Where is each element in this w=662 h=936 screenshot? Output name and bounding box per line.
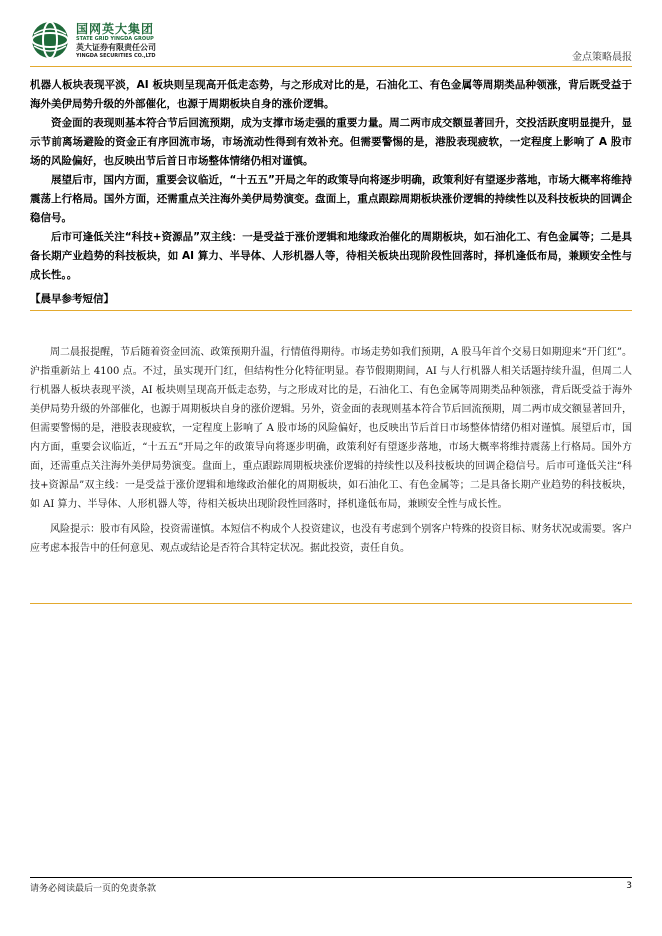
- company-logo-text: [76, 22, 156, 60]
- state-grid-logo-icon: [30, 20, 70, 60]
- risk-warning: 风险提示：股市有风险，投资需谨慎。本短信不构成个人投资建议，也没有考虑到个别客户特殊的投资目标、财务状况或需要。客户应考虑本报告中的任何意见、观点或结论是否符合其特定状况。据此投资，责任自负。: [30, 524, 632, 554]
- footer-disclaimer: 请务必阅读最后一页的免责条款: [30, 884, 157, 894]
- company-name-cn: 国网英大集团: [76, 22, 155, 36]
- sms-section: [30, 343, 632, 558]
- company-name-en: STATE GRID YINGDA GROUP: [76, 36, 154, 42]
- subsidiary-name-en: YINGDA SECURITIES CO.,LTD: [76, 53, 156, 59]
- header-divider: [30, 66, 632, 67]
- report-name: 金点策略晨报: [572, 52, 632, 63]
- section-title: 【晨早参考短信】: [30, 293, 114, 305]
- footer-divider: [30, 877, 632, 878]
- page-number: 3: [626, 881, 632, 891]
- body-paragraph-3: 展望后市，国内方面，重要会议临近，“十五五”开局之年的政策导向将逐步明确，政策利好有望逐步落地，市场大概率将维持震荡上行格局。国外方面，还需重点关注海外美伊局势演变。盘面上，重点跟踪周期板块涨价逻辑的持续性以及科技板块的回调企稳信号。: [30, 174, 632, 224]
- body-paragraph-1: 机器人板块表现平淡，AI 板块则呈现高开低走态势，与之形成对比的是，石油化工、有色金属等周期类品种领涨，背后既受益于海外美伊局势升级的外部催化，也源于周期板块自身的涨价逻辑。: [30, 79, 632, 110]
- subsidiary-name-cn: 英大证券有限责任公司: [76, 43, 156, 52]
- main-content: [30, 76, 632, 311]
- section-divider: [30, 310, 632, 311]
- body-paragraph-4: 后市可逢低关注“科技+资源品”双主线：一是受益于涨价逻辑和地缘政治催化的周期板块，如石油化工、有色金属等；二是具备长期产业趋势的科技板块，如 AI 算力、半导体、人形机器人等，待相关板块出现阶段性回落时，择机逢低布局，兼顾安全性与成长性。。: [30, 231, 632, 281]
- sms-paragraph-1: 周二晨报提醒，节后随着资金回流、政策预期升温，行情值得期待。市场走势如我们预期，A 股马年首个交易日如期迎来“开门红”。沪指重新站上 4100 点。不过，虽实现开门红，但结构性分化特征明显。春节假期期间，AI 与人行机器人相关话题持续升温，但周二人行机器人板块表现平淡，AI 板块则呈现高开低走态势，与之形成对比的是，石油化工、有色金属等周期类品种领涨，背后既受益于海外美伊局势升级的外部催化，也源于周期板块自身的涨价逻辑。另外，资金面的表现则基本符合节后回流预期，周二两市成交额显著回升，但需要警惕的是，港股表现疲软，一定程度上影响了 A 股市场的风险偏好，也反映出节后首日市场整体情绪仍相对谨慎。展望后市，国内方面，重要会议临近，“十五五”开局之年的政策导向将逐步明确，政策利好有望逐步落地，市场大概率将维持震荡上行格局。国外方面，还需重点关注海外美伊局势演变。盘面上，重点跟踪周期板块涨价逻辑的持续性以及科技板块的回调企稳信号。后市可逢低关注“科技+资源品”双主线：一是受益于涨价逻辑和地缘政治催化的周期板块，如石油化工、有色金属等；二是具备长期产业趋势的科技板块，如 AI 算力、半导体、人形机器人等，待相关板块出现阶段性回落时，择机逢低布局，兼顾安全性与成长性。: [30, 347, 632, 510]
- page-header: [30, 18, 632, 66]
- body-paragraph-2: 资金面的表现则基本符合节后回流预期，成为支撑市场走强的重要力量。周二两市成交额显著回升，交投活跃度明显提升，显示节前离场避险的资金正有序回流市场，市场流动性得到有效补充。但需要警惕的是，港股表现疲软，一定程度上影响了 A 股市场的风险偏好，也反映出节后首日市场整体情绪仍相对谨慎。: [30, 117, 632, 167]
- sms-end-divider: [30, 603, 632, 604]
